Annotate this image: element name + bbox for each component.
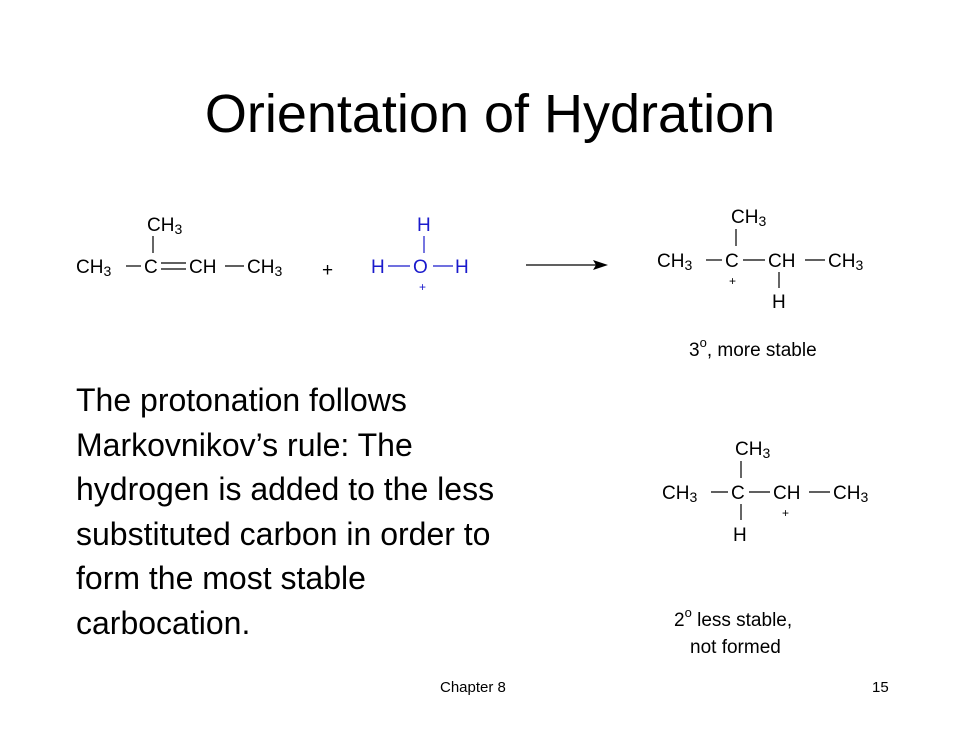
hydronium-oxygen: O (413, 257, 428, 278)
secondary-methyl-left: CH3 (662, 483, 698, 505)
tertiary-ch: CH (768, 251, 796, 272)
alkene-methyl-top: CH3 (147, 215, 183, 237)
tertiary-methyl-right: CH3 (828, 251, 864, 273)
slide-title: Orientation of Hydration (204, 84, 776, 144)
tertiary-carbon: C (725, 251, 739, 272)
alkene-ch: CH (189, 257, 217, 278)
hydronium-charge: + (419, 280, 427, 294)
footer-chapter: Chapter 8 (440, 679, 506, 696)
tertiary-charge: + (729, 274, 737, 288)
hydronium-h-right: H (455, 257, 469, 278)
hydronium-h-top: H (417, 215, 431, 236)
secondary-methyl-top: CH3 (735, 439, 771, 461)
secondary-ch: CH (773, 483, 801, 504)
secondary-carbocation (662, 439, 868, 546)
secondary-label-line1: 2$^o$ less stable, (674, 605, 793, 631)
secondary-methyl-right: CH3 (833, 483, 869, 505)
tertiary-methyl-top: CH3 (731, 207, 767, 229)
alkene-carbon: C (144, 257, 158, 278)
tertiary-label: 3$^o$, more stable (689, 335, 817, 361)
footer-page-number: 15 (872, 679, 889, 696)
tertiary-methyl-left: CH3 (657, 251, 693, 273)
plus-sign: + (322, 260, 334, 281)
secondary-charge: + (782, 506, 790, 520)
secondary-h-bottom: H (733, 525, 747, 546)
body-text: The protonation follows Markovnikov’s rule: The hydrogen is added to the less substituted carbon in order to form the most stable carbocation. (76, 382, 495, 641)
secondary-label-line2: not formed (690, 637, 781, 658)
alkene-methyl-left: CH3 (76, 257, 112, 279)
tertiary-carbocation (657, 207, 863, 313)
secondary-carbon: C (731, 483, 745, 504)
hydronium-h-left: H (371, 257, 385, 278)
tertiary-h-bottom: H (772, 292, 786, 313)
alkene-structure (76, 215, 282, 279)
reaction-arrow (526, 260, 608, 270)
alkene-methyl-right: CH3 (247, 257, 283, 279)
hydronium-structure (371, 215, 469, 294)
